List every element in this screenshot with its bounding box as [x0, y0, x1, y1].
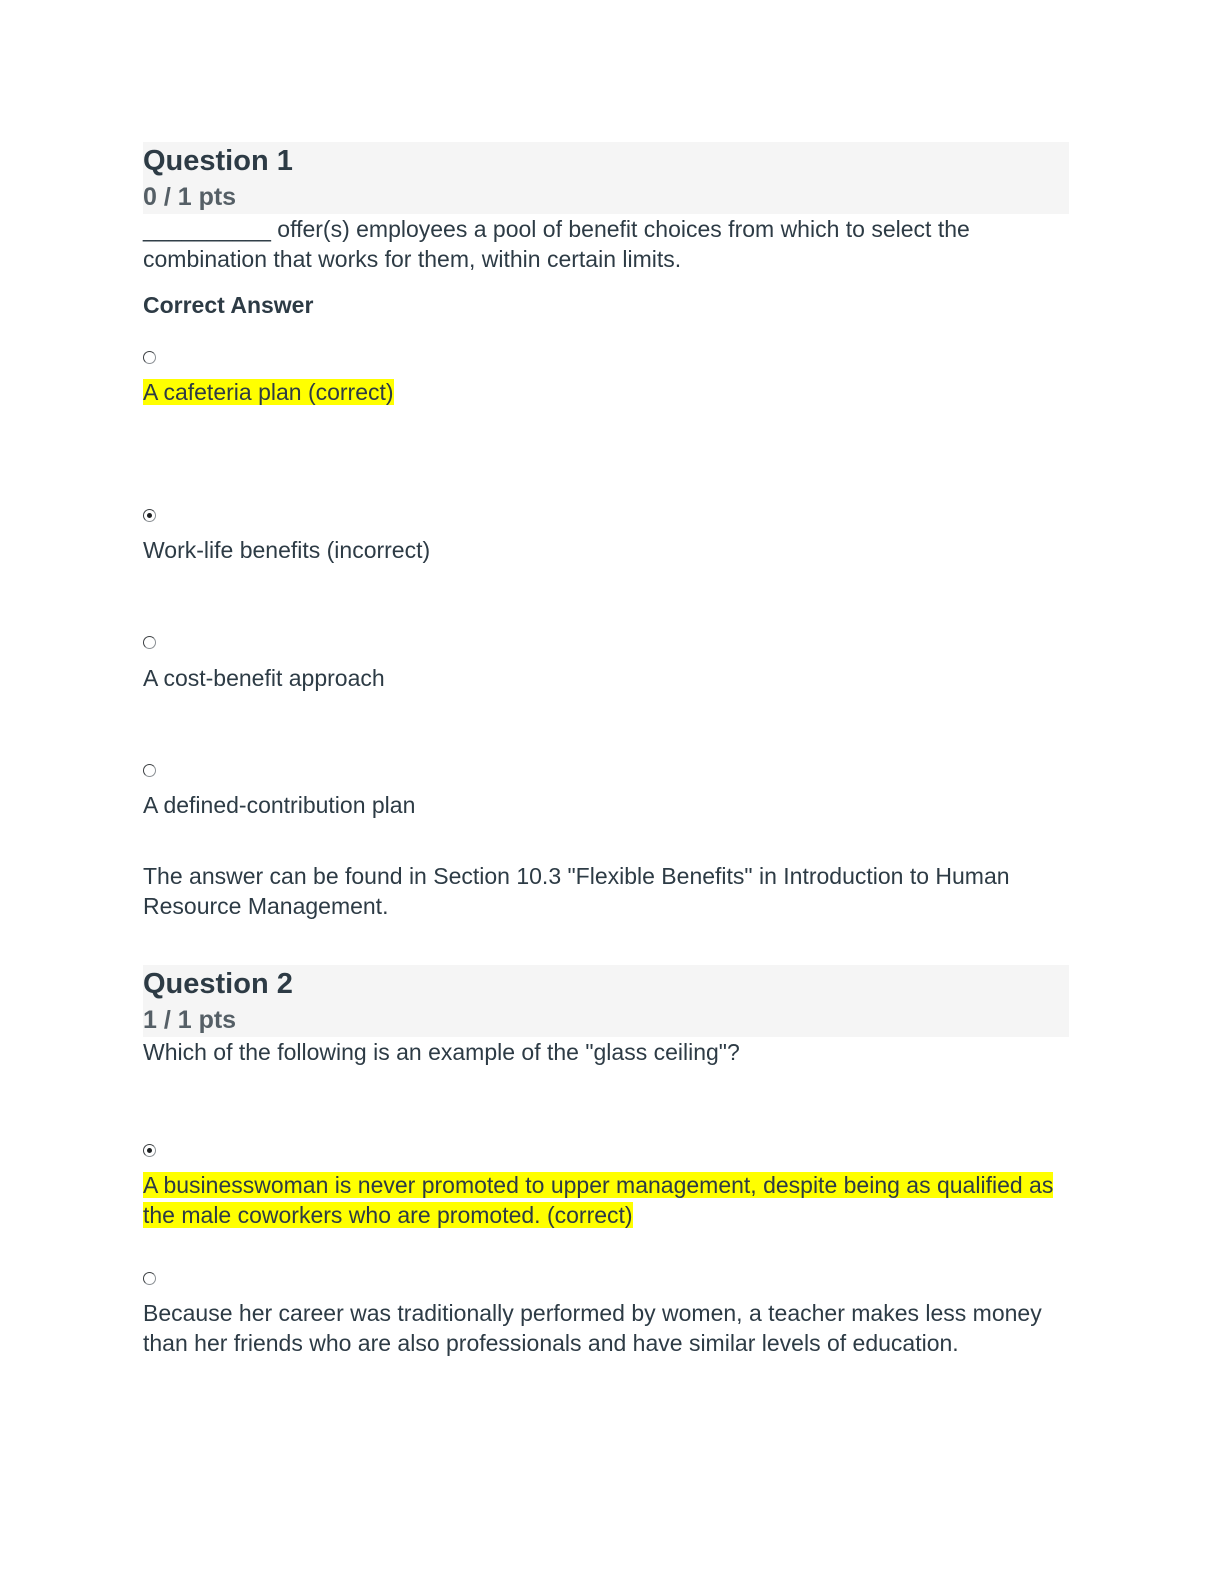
answer-text: A cost-benefit approach — [143, 665, 385, 691]
answer-option — [143, 663, 385, 693]
answer-radio[interactable] — [143, 351, 156, 364]
question-title: Question 2 — [143, 968, 293, 1000]
answer-text: A businesswoman is never promoted to upper management, despite being as qualified as the male coworkers who are promoted. (correct) — [143, 1172, 1054, 1228]
answer-radio-selected[interactable] — [143, 1144, 156, 1157]
answer-text: A cafeteria plan (correct) — [143, 379, 394, 405]
answer-option — [143, 535, 430, 565]
question-2 — [143, 965, 1069, 1037]
answer-radio-selected[interactable] — [143, 509, 156, 522]
question-text: __________ offer(s) employees a pool of benefit choices from which to select the combination that works for them, within certain limits. — [143, 216, 970, 272]
answer-radio[interactable] — [143, 636, 156, 649]
answer-option — [143, 1298, 1069, 1358]
question-header — [143, 142, 1069, 214]
correct-answer-label: Correct Answer — [143, 292, 314, 318]
answer-radio[interactable] — [143, 1272, 156, 1285]
question-1 — [143, 142, 1069, 214]
answer-option-correct — [143, 377, 394, 407]
answer-text: A defined-contribution plan — [143, 792, 416, 818]
question-text: Which of the following is an example of the "glass ceiling"? — [143, 1039, 740, 1065]
answer-option-correct — [143, 1170, 1061, 1230]
answer-radio[interactable] — [143, 764, 156, 777]
answer-text: Because her career was traditionally performed by women, a teacher makes less money than her friends who are also professionals and have similar levels of education. — [143, 1300, 1042, 1356]
answer-explanation: The answer can be found in Section 10.3 "Flexible Benefits" in Introduction to Human Resource Management. — [143, 863, 1010, 919]
answer-option — [143, 790, 415, 820]
question-title: Question 1 — [143, 145, 293, 177]
question-points: 0 / 1 pts — [143, 183, 237, 211]
question-points: 1 / 1 pts — [143, 1006, 237, 1034]
answer-text: Work-life benefits (incorrect) — [143, 537, 431, 563]
question-header — [143, 965, 1069, 1037]
